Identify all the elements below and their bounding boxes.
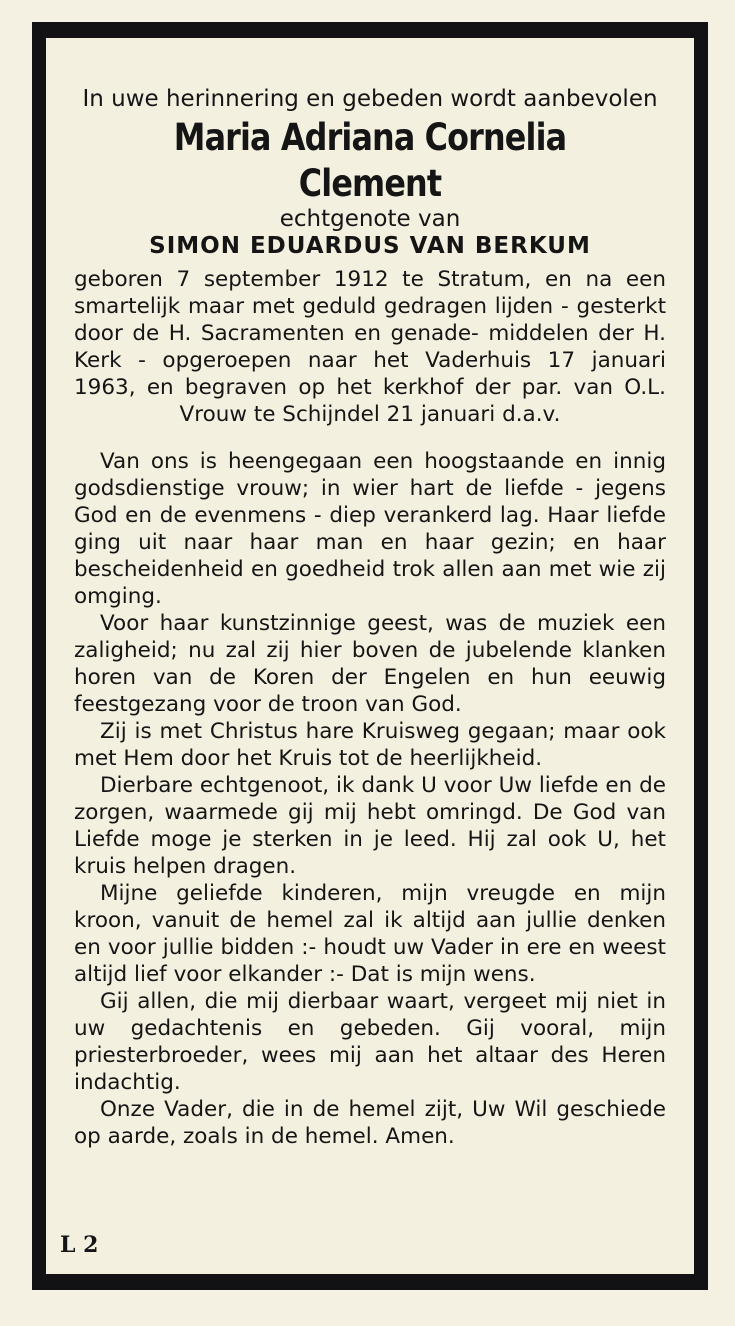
spouse-name: SIMON EDUARDUS VAN BERKUM <box>149 233 591 259</box>
intro-text: In uwe herinnering en gebeden wordt aanbevolen <box>82 86 658 112</box>
paragraph: Dierbare echtgenoot, ik dank U voor Uw liefde en de zorgen, waarmede gij mij hebt omringd. De God van Liefde moge je sterken in je leed. Hij zal ook U, het kruis helpen dragen. <box>74 773 666 879</box>
paragraph: Van ons is heengegaan een hoogstaande en innig godsdienstige vrouw; in wier hart de liefde - jegens God en de evenmens - diep verankerd lag. Haar liefde ging uit naar haar man en haar gezin; en haar bescheidenheid en goedheid trok allen aan met wie zij omging. <box>74 449 666 609</box>
black-border-frame <box>32 22 708 1290</box>
paragraph: Voor haar kunstzinnige geest, was de muziek een zaligheid; nu zal zij hier boven de jubelende klanken horen van de Koren der Engelen en hun eeuwig feestgezang voor de troon van God. <box>74 611 666 717</box>
paragraph: Gij allen, die mij dierbaar waart, vergeet mij niet in uw gedachtenis en gebeden. Gij vooral, mijn priesterbroeder, wees mij aan het altaar des Heren indachtig. <box>74 989 666 1095</box>
print-code: L 2 <box>60 1232 99 1258</box>
deceased-name: Maria Adriana Cornelia Clement <box>173 116 567 205</box>
biography-text: geboren 7 september 1912 te Stratum, en na een smartelijk maar met geduld gedragen lijden - gesterkt door de H. Sacramenten en genade- middelen der H. Kerk - opgeroepen naar het Vaderhuis 17 januari 1963, en begraven op het kerkhof der par. van O.L. Vrouw te Schijndel 21 januari d.a.v. <box>74 267 666 427</box>
card-inner-panel <box>46 38 694 1274</box>
card-text-block <box>74 86 666 1150</box>
paragraph: Zij is met Christus hare Kruisweg gegaan; maar ook met Hem door het Kruis tot de heerlijkheid. <box>74 719 666 771</box>
paragraph: Onze Vader, die in de hemel zijt, Uw Wil geschiede op aarde, zoals in de hemel. Amen. <box>74 1097 666 1149</box>
paragraph: Mijne geliefde kinderen, mijn vreugde en mijn kroon, vanuit de hemel zal ik altijd aan jullie denken en voor jullie bidden :- houdt uw Vader in ere en weest altijd lief voor elkander :- Dat is mijn wens. <box>74 881 666 987</box>
spouse-label: echtgenote van <box>279 206 461 232</box>
